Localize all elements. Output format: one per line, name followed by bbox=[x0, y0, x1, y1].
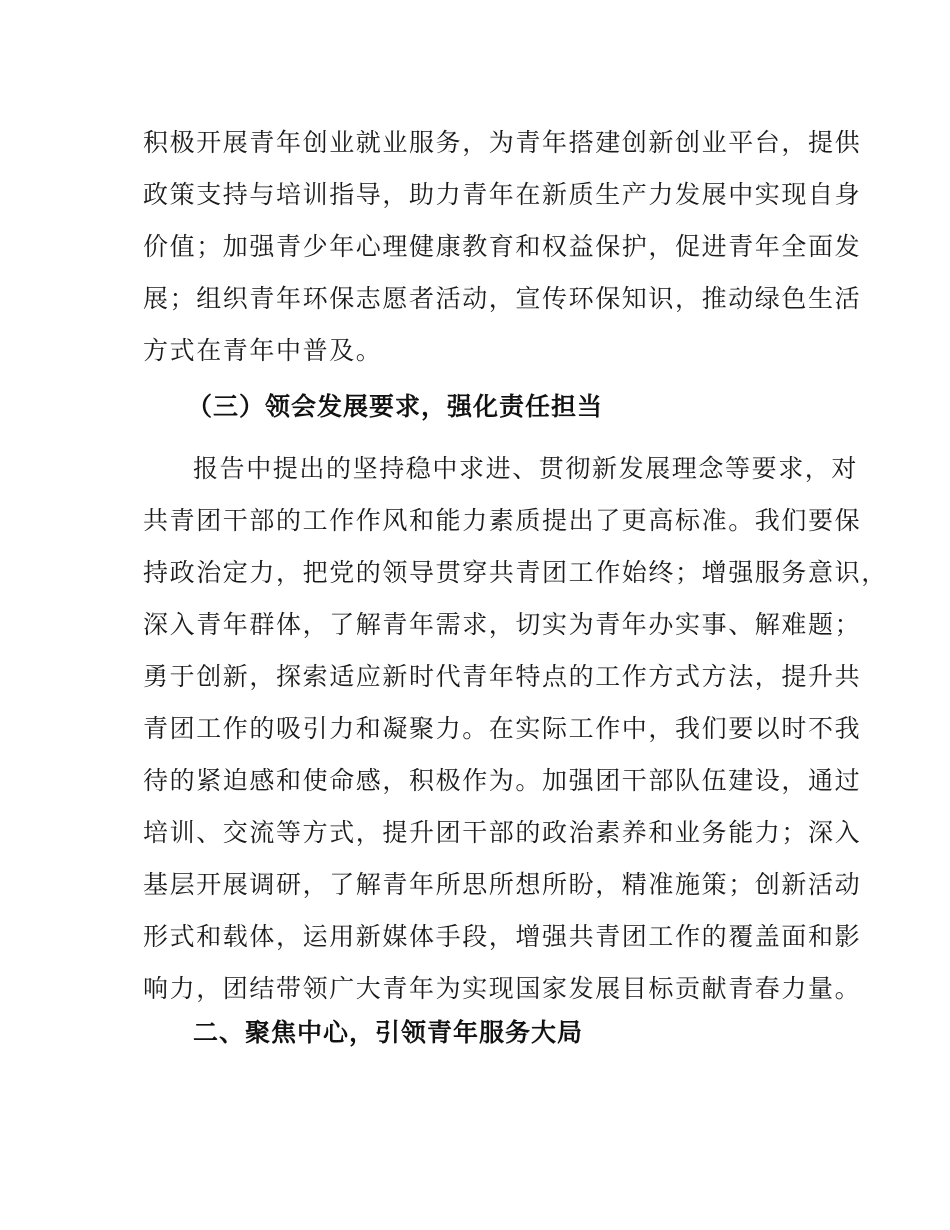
paragraph-line: 积极开展青年创业就业服务，为青年搭建创新创业平台，提供 bbox=[143, 128, 862, 157]
paragraph-line: 价值；加强青少年心理健康教育和权益保护，促进青年全面发 bbox=[143, 232, 862, 261]
paragraph-line: 共青团干部的工作作风和能力素质提出了更高标准。我们要保 bbox=[143, 506, 862, 535]
paragraph-line: 深入青年群体，了解青年需求，切实为青年办实事、解难题； bbox=[143, 610, 862, 639]
paragraph-line: 持政治定力，把党的领导贯穿共青团工作始终；增强服务意识， bbox=[143, 558, 888, 587]
paragraph-line: 基层开展调研，了解青年所思所想所盼，精准施策；创新活动 bbox=[143, 870, 862, 899]
paragraph-line: 方式在青年中普及。 bbox=[143, 336, 383, 365]
paragraph-line: 响力，团结带领广大青年为实现国家发展目标贡献青春力量。 bbox=[143, 974, 862, 1003]
paragraph-line: 形式和载体，运用新媒体手段，增强共青团工作的覆盖面和影 bbox=[143, 922, 862, 951]
section-heading: （三）领会发展要求，强化责任担当 bbox=[187, 392, 604, 421]
paragraph-line: 培训、交流等方式，提升团干部的政治素养和业务能力；深入 bbox=[143, 818, 862, 847]
paragraph-line: 政策支持与培训指导，助力青年在新质生产力发展中实现自身 bbox=[143, 180, 862, 209]
paragraph-line: 报告中提出的坚持稳中求进、贯彻新发展理念等要求，对 bbox=[193, 454, 859, 483]
chapter-heading: 二、聚焦中心，引领青年服务大局 bbox=[193, 1018, 584, 1047]
paragraph-line: 展；组织青年环保志愿者活动，宣传环保知识，推动绿色生活 bbox=[143, 284, 862, 313]
paragraph-line: 待的紧迫感和使命感，积极作为。加强团干部队伍建设，通过 bbox=[143, 766, 862, 795]
paragraph-line: 青团工作的吸引力和凝聚力。在实际工作中，我们要以时不我 bbox=[143, 714, 862, 743]
paragraph-line: 勇于创新，探索适应新时代青年特点的工作方式方法，提升共 bbox=[143, 662, 862, 691]
